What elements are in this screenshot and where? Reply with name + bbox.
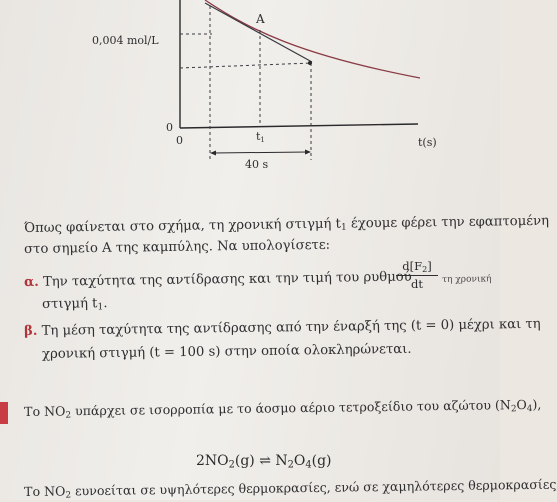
interval-label: 40 s (245, 158, 269, 171)
tangent-point (308, 61, 312, 65)
horizontal-dashed-line (180, 63, 312, 68)
question-a-label: α. (24, 274, 39, 290)
exercise-number-badge (0, 402, 8, 424)
question-b-line-2: χρονική στιγμή (t = 100 s) στην οποία ολοκληρώνεται. (42, 341, 412, 362)
question-a-text: Την ταχύτητα της αντίδρασης και την τιμή του ρυθμού (42, 269, 412, 290)
question-b-label: β. (24, 323, 38, 339)
x-zero-label: 0 (176, 134, 183, 147)
intro-line-1: Όπως φαίνεται στο σχήμα, τη χρονική στιγμή $t_1$ έχουμε φέρει την εφαπτομένη (24, 213, 550, 236)
equilibrium-equation: $2NO_2(g)$ ⇌ $N_2O_4(g)$ (196, 453, 332, 471)
interval-arrow (213, 152, 308, 153)
concentration-curve (205, 0, 420, 78)
intro-line-2: στο σημείο Α της καμπύλης. Να υπολογίσετε: (24, 237, 331, 257)
y-zero-label: 0 (166, 121, 173, 134)
no2-paragraph-line: Το $NO_2$ υπάρχει σε ισορροπία με το άοσμο αέριο τετροξείδιο του αζώτου $(N_2O_4)$, (24, 396, 542, 421)
x-axis-label: t(s) (418, 136, 437, 149)
point-a-label: A (256, 12, 265, 26)
concentration-time-graph (0, 0, 500, 200)
y-tick-label: 0,004 mol/L (92, 34, 159, 47)
equilibrium-arrow-icon: ⇌ (259, 453, 271, 469)
t1-label: t1 (256, 130, 265, 144)
question-a-line-2: στιγμή $t_1$. (42, 296, 108, 313)
rate-fraction: $\frac{d[F_2]}{dt}$ (396, 259, 438, 291)
arrowhead-left (210, 151, 216, 156)
question-b-line-1 (24, 317, 541, 340)
question-b-text: Τη μέση ταχύτητα της αντίδρασης από την έναρξή της (t = 0) μέχρι και τη (41, 316, 541, 339)
arrowhead-right (305, 150, 311, 155)
question-a-tail: τη χρονική (442, 274, 492, 285)
question-a-line-1 (24, 270, 412, 291)
last-paragraph-line: Το $NO_2$ ευνοείται σε υψηλότερες θερμοκρασίες, ενώ σε χαμηλότερες θερμοκρασίες (24, 476, 557, 501)
x-axis (180, 124, 418, 128)
